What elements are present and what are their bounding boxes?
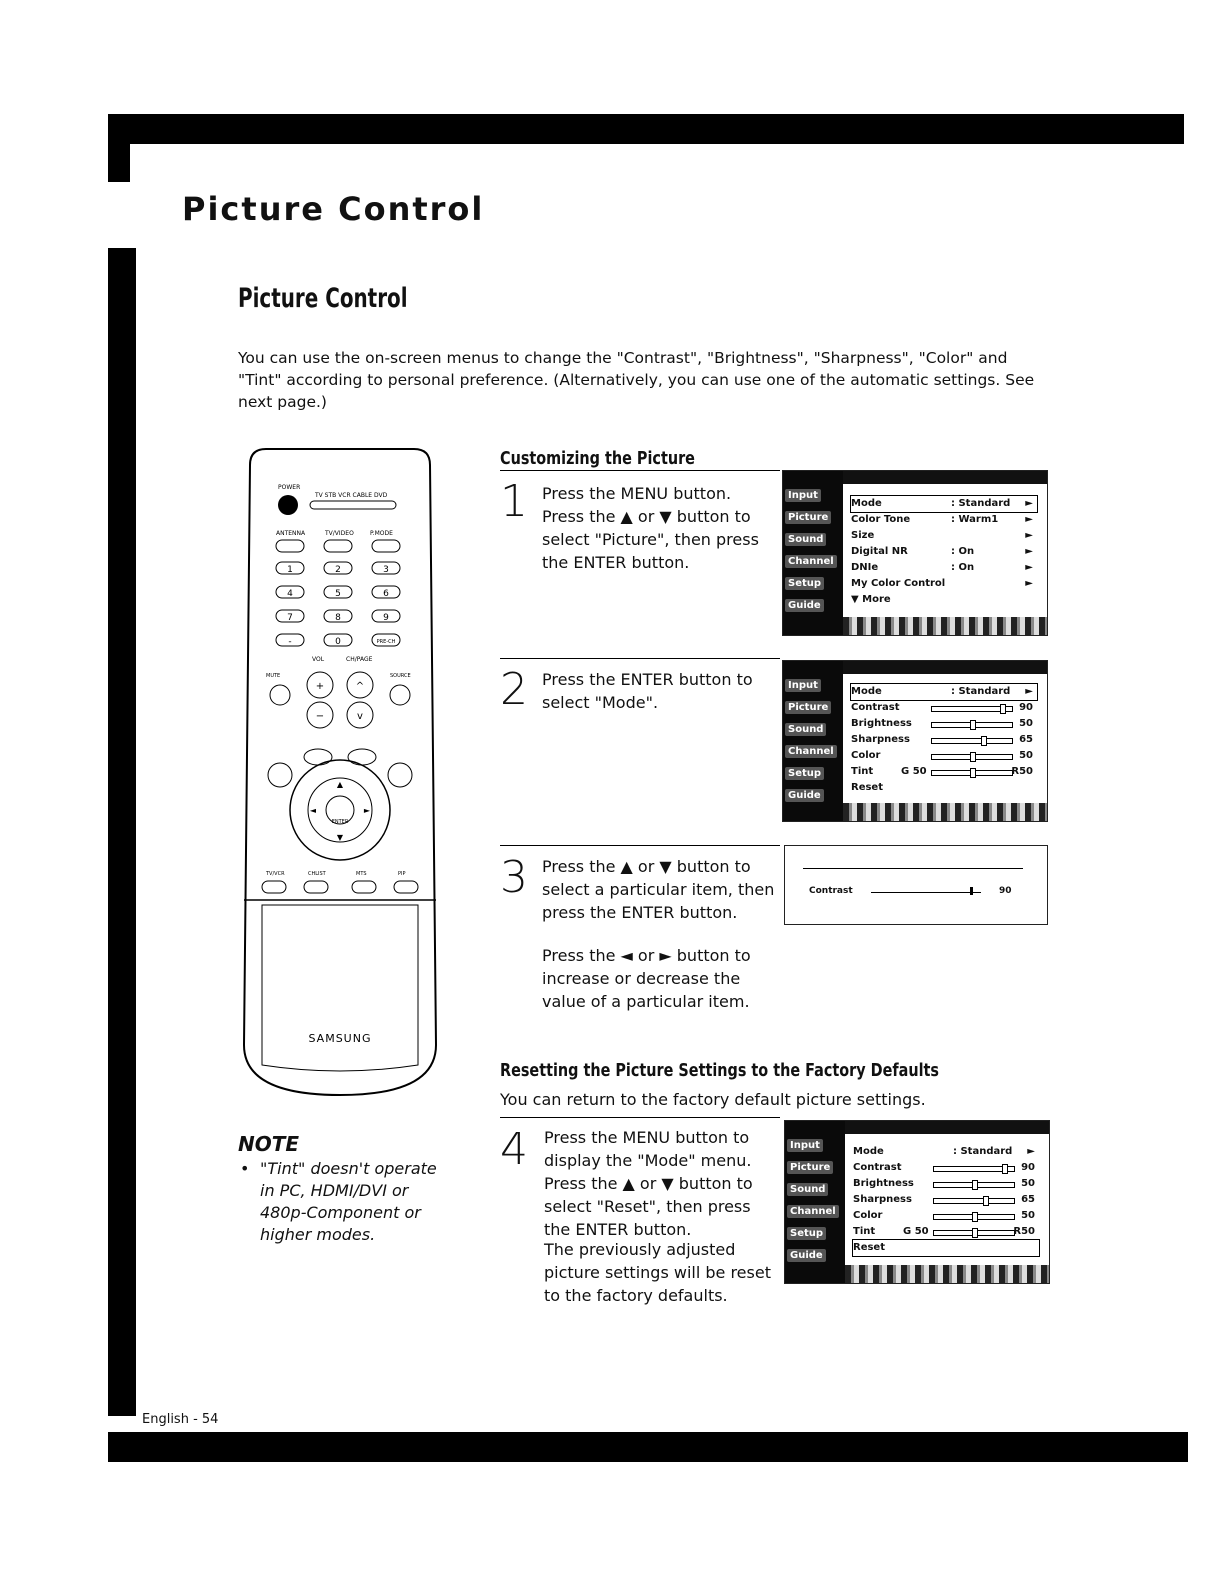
- reset-desc: You can return to the factory default picture settings.: [500, 1090, 926, 1109]
- step-4-number: 4: [500, 1124, 528, 1175]
- osd4-row-tint: Tint G 50 R50: [853, 1226, 1035, 1237]
- osd4-row-sharpness: Sharpness 65: [853, 1194, 1035, 1205]
- osd3-knob: [970, 887, 973, 895]
- svg-text:-: -: [288, 637, 292, 647]
- osd2-knob-brightness: [970, 720, 976, 730]
- osd-reset-menu: Input Picture Sound Channel Setup Guide Mode : Standard ► Contrast 90 Brightness 50 Sharpness 65 Color 50 Tint G 50 R50 Reset: [784, 1120, 1050, 1284]
- step-2-number: 2: [500, 664, 528, 715]
- osd2-row-tint: Tint G 50 R50: [851, 766, 1033, 777]
- osd4-row-contrast: Contrast 90: [853, 1162, 1035, 1173]
- svg-text:^: ^: [355, 681, 365, 692]
- note-list: [236, 1158, 451, 1246]
- osd2-row-contrast: Contrast 90: [851, 702, 1033, 713]
- side-bar: [108, 248, 136, 1416]
- svg-text:7: 7: [287, 613, 293, 623]
- osd4-row-brightness: Brightness 50: [853, 1178, 1035, 1189]
- osd2-knob-contrast: [1000, 704, 1006, 714]
- osd2-row-color: Color 50: [851, 750, 1033, 761]
- svg-text:8: 8: [335, 613, 341, 623]
- svg-text:SOURCE: SOURCE: [390, 673, 411, 679]
- osd-picture-menu: [782, 470, 1048, 636]
- svg-text:TV/VCR: TV/VCR: [266, 871, 285, 877]
- intro-paragraph: You can use the on-screen menus to change the "Contrast", "Brightness", "Sharpness", "Color" and "Tint" according to personal preference. (Alternatively, you can use one of the automatic settings. See next page.): [238, 349, 1035, 411]
- osd2-knob-tint: [970, 768, 976, 778]
- svg-text:9: 9: [383, 613, 389, 623]
- remote-control-illustration: [240, 445, 440, 1100]
- osd-menu-picture: Picture: [785, 511, 831, 524]
- tvvideo-label: TV/VIDEO: [325, 530, 354, 537]
- step-2-text: Press the ENTER button to select "Mode".: [542, 670, 753, 712]
- osd4-knob-color: [972, 1212, 978, 1222]
- osd2-row-reset: Reset: [851, 782, 883, 793]
- osd1-row-mode: Mode : Standard ►: [851, 496, 1037, 512]
- svg-text:6: 6: [383, 589, 389, 599]
- svg-text:2: 2: [335, 565, 341, 575]
- osd1-row-digital-nr: Digital NR : On ►: [851, 546, 1033, 557]
- page-footer: English - 54: [142, 1412, 219, 1427]
- note-title: NOTE: [238, 1132, 300, 1156]
- customize-title-rule: [500, 470, 780, 471]
- customize-title: Customizing the Picture: [500, 448, 695, 469]
- osd-menu-channel: Channel: [785, 555, 837, 568]
- osd-menu-setup: Setup: [785, 577, 824, 590]
- svg-text:4: 4: [287, 589, 293, 599]
- power-button-icon: [278, 495, 298, 515]
- svg-text:CHLIST: CHLIST: [308, 871, 326, 877]
- osd4-knob-brightness: [972, 1180, 978, 1190]
- osd3-value: 90: [999, 886, 1012, 896]
- step-2-rule: [500, 658, 780, 659]
- svg-text:PIP: PIP: [398, 871, 406, 877]
- svg-text:►: ►: [363, 806, 371, 815]
- osd2-row-mode: Mode : Standard ►: [851, 684, 1037, 700]
- step-3-text: Press the ▲ or ▼ button to select a particular item, then press the ENTER button.: [542, 857, 775, 922]
- svg-text:+: +: [315, 681, 325, 692]
- svg-text:ENTER: ENTER: [331, 819, 349, 825]
- osd4-knob-contrast: [1002, 1164, 1008, 1174]
- svg-text:1: 1: [287, 565, 293, 575]
- svg-text:▲: ▲: [336, 780, 344, 789]
- step-3-number: 3: [500, 852, 528, 903]
- svg-text:PRE-CH: PRE-CH: [376, 639, 396, 645]
- step-3-rule: [500, 845, 780, 846]
- osd-menu-input: Input: [785, 489, 821, 502]
- svg-text:v: v: [357, 711, 363, 722]
- svg-text:VOL: VOL: [312, 656, 325, 663]
- osd1-row-more: ▼ More: [851, 594, 891, 605]
- svg-text:MTS: MTS: [356, 871, 367, 877]
- power-label: POWER: [278, 484, 301, 491]
- svg-text:0: 0: [335, 637, 341, 647]
- step-1-number: 1: [500, 476, 528, 527]
- osd4-knob-sharpness: [983, 1196, 989, 1206]
- osd-menu-guide: Guide: [785, 599, 824, 612]
- osd1-row-size: Size ►: [851, 530, 1033, 541]
- osd-contrast-bar: [784, 845, 1048, 925]
- osd4-knob-tint: [972, 1228, 978, 1238]
- svg-text:CH/PAGE: CH/PAGE: [346, 656, 373, 663]
- osd2-knob-sharpness: [981, 736, 987, 746]
- pmode-label: P.MODE: [370, 530, 393, 537]
- osd3-label: Contrast: [809, 886, 853, 896]
- osd1-row-my-color: My Color Control ►: [851, 578, 1033, 589]
- osd-mode-menu: Input Picture Sound Channel Setup Guide Mode : Standard ► Contrast 90 Brightness 50 Sharpness 65 Color 50 Tint G 50 R50 Reset: [782, 660, 1048, 822]
- step-4-text-2: The previously adjusted picture settings will be reset to the factory defaults.: [544, 1240, 771, 1305]
- osd1-row-color-tone: Color Tone : Warm1 ►: [851, 514, 1033, 525]
- svg-text:−: −: [315, 711, 325, 722]
- step-1-text: Press the MENU button. Press the ▲ or ▼ button to select "Picture", then press the ENTER button.: [542, 484, 759, 572]
- osd2-row-brightness: Brightness 50: [851, 718, 1033, 729]
- source-labels: TV STB VCR CABLE DVD: [315, 492, 388, 499]
- svg-text:◄: ◄: [309, 806, 317, 815]
- osd1-row-dnie: DNIe : On ►: [851, 562, 1033, 573]
- osd4-row-mode: Mode : Standard ►: [853, 1146, 1035, 1157]
- step-4-text: Press the MENU button to display the "Mode" menu. Press the ▲ or ▼ button to select "Reset", then press the ENTER button.: [544, 1128, 753, 1239]
- section-title: Picture Control: [238, 283, 408, 314]
- antenna-label: ANTENNA: [276, 530, 306, 537]
- osd2-row-sharpness: Sharpness 65: [851, 734, 1033, 745]
- step-4-rule: [500, 1117, 780, 1118]
- osd-menu-sound: Sound: [785, 533, 826, 546]
- header-bar-tab: [108, 114, 130, 182]
- osd4-row-color: Color 50: [853, 1210, 1035, 1221]
- svg-text:3: 3: [383, 565, 389, 575]
- svg-text:MUTE: MUTE: [266, 673, 281, 679]
- svg-text:▼: ▼: [336, 833, 344, 842]
- footer-bar: [108, 1432, 1188, 1462]
- chapter-title: Picture Control: [182, 190, 485, 228]
- remote-brand: SAMSUNG: [308, 1032, 372, 1045]
- osd4-row-reset: Reset: [853, 1240, 1039, 1256]
- osd2-knob-color: [970, 752, 976, 762]
- header-bar: [108, 114, 1184, 144]
- svg-text:5: 5: [335, 589, 341, 599]
- note-item: • "Tint" doesn't operate in PC, HDMI/DVI or 480p-Component or higher modes.: [236, 1158, 451, 1246]
- step-3-text-2: Press the ◄ or ► button to increase or decrease the value of a particular item.: [542, 946, 751, 1011]
- reset-title: Resetting the Picture Settings to the Factory Defaults: [500, 1060, 939, 1081]
